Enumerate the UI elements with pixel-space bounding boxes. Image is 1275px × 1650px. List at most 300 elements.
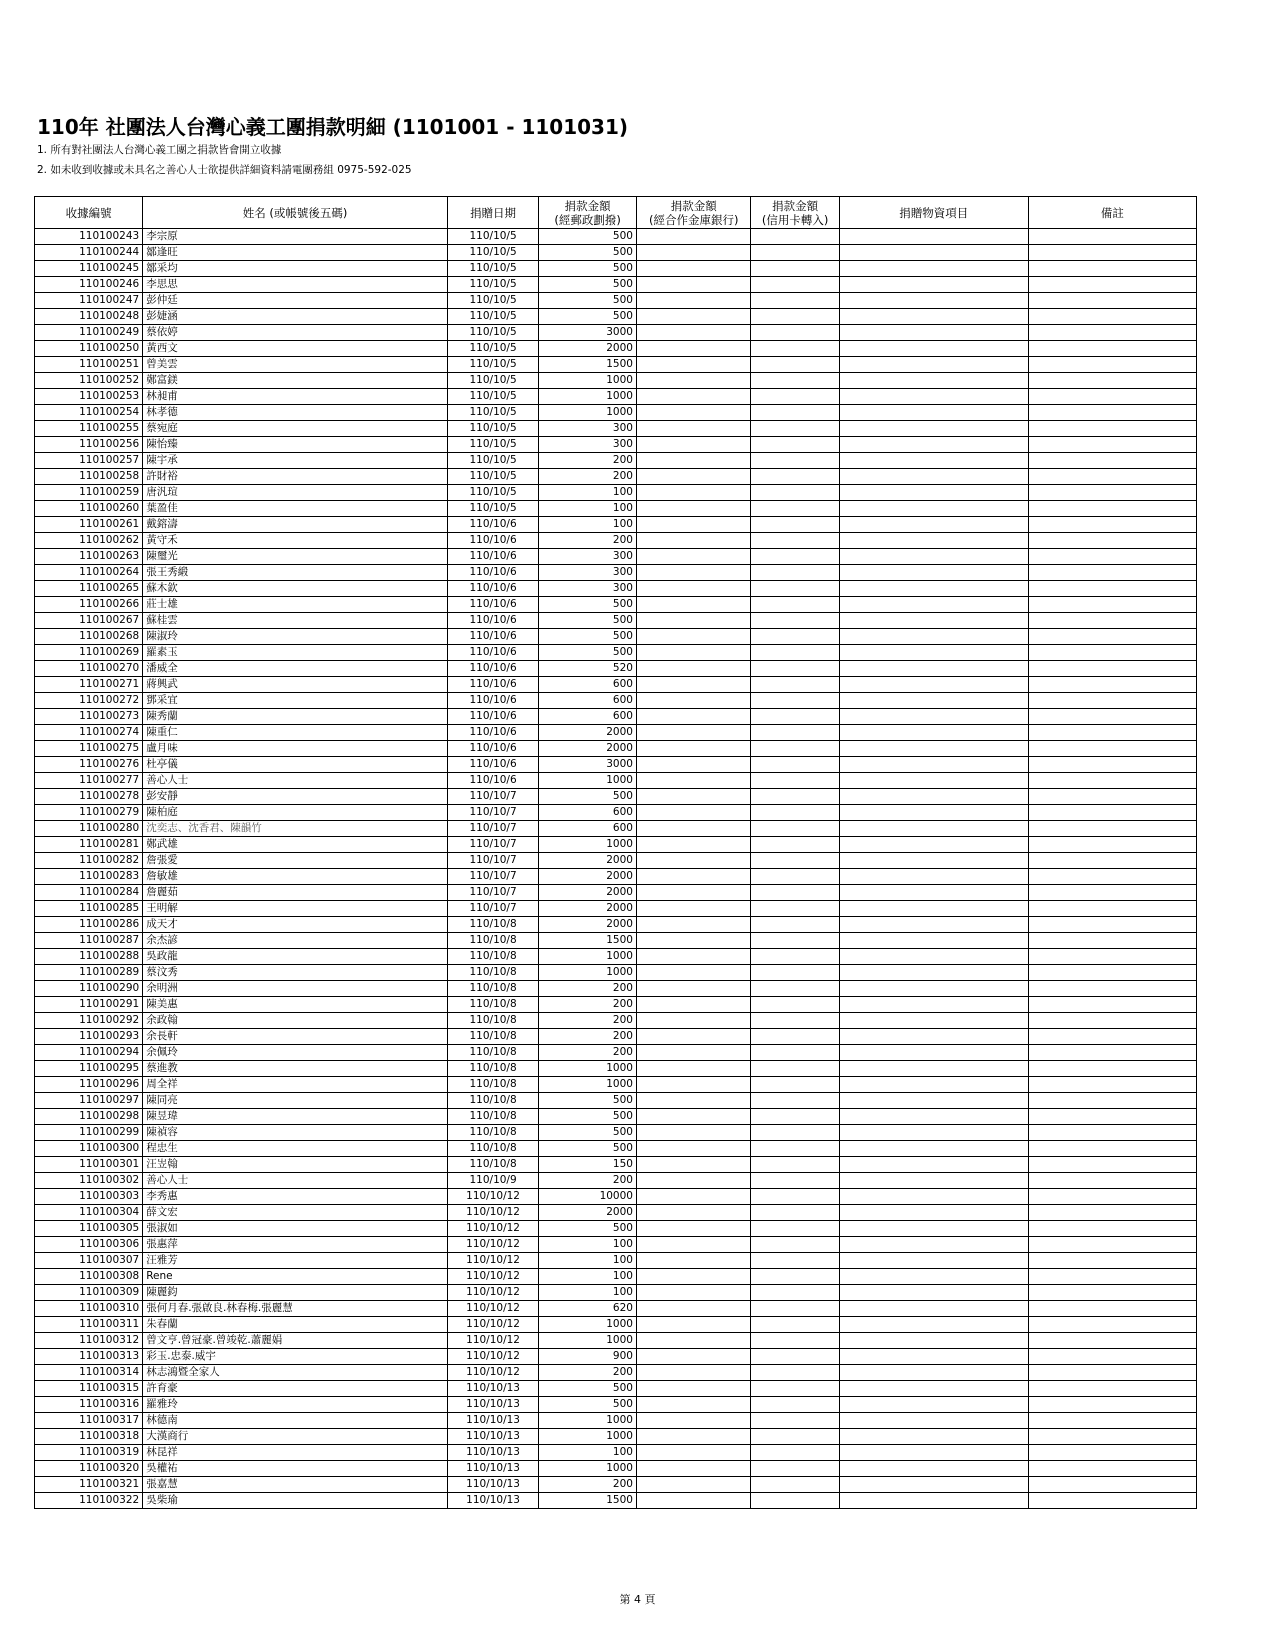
postal-amount-cell: 200 (539, 469, 637, 485)
table-row (35, 725, 1197, 741)
goods-cell (839, 549, 1028, 565)
receipt-no-cell: 110100306 (35, 1237, 143, 1253)
receipt-no-cell: 110100277 (35, 773, 143, 789)
goods-cell (839, 1477, 1028, 1493)
remarks-cell (1028, 949, 1196, 965)
coop-amount-cell (636, 677, 751, 693)
card-amount-cell (751, 453, 839, 469)
postal-amount-cell: 1000 (539, 1429, 637, 1445)
donor-name-cell: 陳重仁 (143, 725, 448, 741)
postal-amount-cell: 200 (539, 981, 637, 997)
goods-cell (839, 1269, 1028, 1285)
donor-name-cell: 吳權祐 (143, 1461, 448, 1477)
remarks-cell (1028, 597, 1196, 613)
date-cell: 110/10/5 (447, 245, 538, 261)
remarks-cell (1028, 1397, 1196, 1413)
donor-name-cell: 善心人士 (143, 1173, 448, 1189)
receipt-no-cell: 110100285 (35, 901, 143, 917)
postal-amount-cell: 3000 (539, 757, 637, 773)
goods-cell (839, 837, 1028, 853)
goods-cell (839, 437, 1028, 453)
donor-name-cell: 陳昱瑋 (143, 1109, 448, 1125)
header-credit-card-amount (751, 197, 839, 229)
card-amount-cell (751, 229, 839, 245)
postal-amount-cell: 1000 (539, 1413, 637, 1429)
date-cell: 110/10/13 (447, 1429, 538, 1445)
goods-cell (839, 245, 1028, 261)
remarks-cell (1028, 757, 1196, 773)
table-row (35, 1253, 1197, 1269)
coop-amount-cell (636, 1077, 751, 1093)
postal-amount-cell: 200 (539, 1045, 637, 1061)
postal-amount-cell: 500 (539, 1093, 637, 1109)
coop-amount-cell (636, 1317, 751, 1333)
donor-name-cell: 成天才 (143, 917, 448, 933)
coop-amount-cell (636, 501, 751, 517)
date-cell: 110/10/8 (447, 997, 538, 1013)
date-cell: 110/10/8 (447, 1093, 538, 1109)
receipt-no-cell: 110100315 (35, 1381, 143, 1397)
donor-name-cell: 陳宇承 (143, 453, 448, 469)
postal-amount-cell: 100 (539, 1237, 637, 1253)
card-amount-cell (751, 1221, 839, 1237)
card-amount-cell (751, 485, 839, 501)
remarks-cell (1028, 229, 1196, 245)
postal-amount-cell: 520 (539, 661, 637, 677)
date-cell: 110/10/5 (447, 469, 538, 485)
postal-amount-cell: 1000 (539, 1317, 637, 1333)
receipt-no-cell: 110100289 (35, 965, 143, 981)
coop-amount-cell (636, 517, 751, 533)
coop-amount-cell (636, 1173, 751, 1189)
donor-name-cell: 林昶甫 (143, 389, 448, 405)
card-amount-cell (751, 261, 839, 277)
remarks-cell (1028, 1157, 1196, 1173)
donor-name-cell: 陳禎容 (143, 1125, 448, 1141)
remarks-cell (1028, 917, 1196, 933)
remarks-cell (1028, 421, 1196, 437)
coop-amount-cell (636, 821, 751, 837)
postal-amount-cell: 200 (539, 1365, 637, 1381)
card-amount-cell (751, 277, 839, 293)
card-amount-cell (751, 293, 839, 309)
header-coop-line1: 捐款金額 (670, 198, 717, 213)
date-cell: 110/10/7 (447, 821, 538, 837)
goods-cell (839, 757, 1028, 773)
card-amount-cell (751, 629, 839, 645)
postal-amount-cell: 500 (539, 789, 637, 805)
table-row (35, 549, 1197, 565)
receipt-no-cell: 110100247 (35, 293, 143, 309)
receipt-no-cell: 110100296 (35, 1077, 143, 1093)
table-body (35, 229, 1197, 1509)
coop-amount-cell (636, 1253, 751, 1269)
header-remarks: 備註 (1028, 197, 1196, 229)
receipt-no-cell: 110100268 (35, 629, 143, 645)
remarks-cell (1028, 1173, 1196, 1189)
postal-amount-cell: 300 (539, 549, 637, 565)
table-row (35, 389, 1197, 405)
receipt-no-cell: 110100272 (35, 693, 143, 709)
remarks-cell (1028, 837, 1196, 853)
goods-cell (839, 565, 1028, 581)
card-amount-cell (751, 1461, 839, 1477)
coop-amount-cell (636, 1013, 751, 1029)
date-cell: 110/10/6 (447, 517, 538, 533)
receipt-no-cell: 110100293 (35, 1029, 143, 1045)
receipt-no-cell: 110100318 (35, 1429, 143, 1445)
receipt-no-cell: 110100320 (35, 1461, 143, 1477)
goods-cell (839, 933, 1028, 949)
receipt-no-cell: 110100243 (35, 229, 143, 245)
date-cell: 110/10/12 (447, 1285, 538, 1301)
date-cell: 110/10/7 (447, 869, 538, 885)
remarks-cell (1028, 325, 1196, 341)
coop-amount-cell (636, 837, 751, 853)
goods-cell (839, 1413, 1028, 1429)
header-coop-bank-amount (636, 197, 751, 229)
postal-amount-cell: 2000 (539, 869, 637, 885)
date-cell: 110/10/6 (447, 677, 538, 693)
remarks-cell (1028, 1317, 1196, 1333)
goods-cell (839, 597, 1028, 613)
postal-amount-cell: 100 (539, 1445, 637, 1461)
donor-name-cell: 羅素玉 (143, 645, 448, 661)
card-amount-cell (751, 1349, 839, 1365)
table-row (35, 1013, 1197, 1029)
coop-amount-cell (636, 1221, 751, 1237)
date-cell: 110/10/7 (447, 885, 538, 901)
coop-amount-cell (636, 709, 751, 725)
goods-cell (839, 261, 1028, 277)
coop-amount-cell (636, 1333, 751, 1349)
table-row (35, 1461, 1197, 1477)
remarks-cell (1028, 885, 1196, 901)
coop-amount-cell (636, 437, 751, 453)
table-row (35, 453, 1197, 469)
receipt-no-cell: 110100262 (35, 533, 143, 549)
table-row (35, 661, 1197, 677)
card-amount-cell (751, 661, 839, 677)
donor-name-cell: 余長軒 (143, 1029, 448, 1045)
table-row (35, 853, 1197, 869)
goods-cell (839, 357, 1028, 373)
card-amount-cell (751, 789, 839, 805)
card-amount-cell (751, 405, 839, 421)
donor-name-cell: 王明解 (143, 901, 448, 917)
donor-name-cell: 汪岦翰 (143, 1157, 448, 1173)
receipt-no-cell: 110100280 (35, 821, 143, 837)
postal-amount-cell: 2000 (539, 901, 637, 917)
header-card-line2: (信用卡轉入) (761, 212, 829, 227)
card-amount-cell (751, 1109, 839, 1125)
remarks-cell (1028, 965, 1196, 981)
table-row (35, 1029, 1197, 1045)
card-amount-cell (751, 437, 839, 453)
coop-amount-cell (636, 485, 751, 501)
receipt-no-cell: 110100313 (35, 1349, 143, 1365)
remarks-cell (1028, 341, 1196, 357)
goods-cell (839, 1349, 1028, 1365)
remarks-cell (1028, 901, 1196, 917)
goods-cell (839, 405, 1028, 421)
donor-name-cell: 陳同亮 (143, 1093, 448, 1109)
postal-amount-cell: 500 (539, 277, 637, 293)
receipt-no-cell: 110100312 (35, 1333, 143, 1349)
receipt-no-cell: 110100254 (35, 405, 143, 421)
goods-cell (839, 1189, 1028, 1205)
postal-amount-cell: 1000 (539, 949, 637, 965)
table-row (35, 1077, 1197, 1093)
card-amount-cell (751, 837, 839, 853)
card-amount-cell (751, 1445, 839, 1461)
postal-amount-cell: 100 (539, 501, 637, 517)
goods-cell (839, 821, 1028, 837)
remarks-cell (1028, 469, 1196, 485)
receipt-no-cell: 110100263 (35, 549, 143, 565)
goods-cell (839, 949, 1028, 965)
coop-amount-cell (636, 773, 751, 789)
table-row (35, 1109, 1197, 1125)
postal-amount-cell: 300 (539, 581, 637, 597)
goods-cell (839, 1365, 1028, 1381)
donor-name-cell: 彩玉.忠泰.威宇 (143, 1349, 448, 1365)
card-amount-cell (751, 965, 839, 981)
date-cell: 110/10/7 (447, 901, 538, 917)
coop-amount-cell (636, 613, 751, 629)
postal-amount-cell: 500 (539, 293, 637, 309)
postal-amount-cell: 500 (539, 261, 637, 277)
receipt-no-cell: 110100302 (35, 1173, 143, 1189)
goods-cell (839, 645, 1028, 661)
postal-amount-cell: 2000 (539, 1205, 637, 1221)
card-amount-cell (751, 245, 839, 261)
donor-name-cell: 周全祥 (143, 1077, 448, 1093)
remarks-cell (1028, 1477, 1196, 1493)
table-row (35, 997, 1197, 1013)
receipt-no-cell: 110100307 (35, 1253, 143, 1269)
postal-amount-cell: 600 (539, 709, 637, 725)
coop-amount-cell (636, 933, 751, 949)
date-cell: 110/10/12 (447, 1221, 538, 1237)
remarks-cell (1028, 1077, 1196, 1093)
postal-amount-cell: 500 (539, 613, 637, 629)
card-amount-cell (751, 1205, 839, 1221)
coop-amount-cell (636, 981, 751, 997)
receipt-no-cell: 110100282 (35, 853, 143, 869)
date-cell: 110/10/6 (447, 709, 538, 725)
receipt-no-cell: 110100250 (35, 341, 143, 357)
remarks-cell (1028, 1013, 1196, 1029)
card-amount-cell (751, 1285, 839, 1301)
date-cell: 110/10/5 (447, 229, 538, 245)
donor-name-cell: 鄒逢旺 (143, 245, 448, 261)
table-row (35, 1157, 1197, 1173)
donor-name-cell: 戴鎔濤 (143, 517, 448, 533)
remarks-cell (1028, 1285, 1196, 1301)
receipt-no-cell: 110100245 (35, 261, 143, 277)
postal-amount-cell: 100 (539, 1269, 637, 1285)
card-amount-cell (751, 1333, 839, 1349)
coop-amount-cell (636, 693, 751, 709)
receipt-no-cell: 110100298 (35, 1109, 143, 1125)
donor-name-cell: 張淑如 (143, 1221, 448, 1237)
remarks-cell (1028, 389, 1196, 405)
postal-amount-cell: 500 (539, 1397, 637, 1413)
postal-amount-cell: 1000 (539, 1077, 637, 1093)
header-date: 捐贈日期 (447, 197, 538, 229)
date-cell: 110/10/6 (447, 645, 538, 661)
donor-name-cell: 程忠生 (143, 1141, 448, 1157)
goods-cell (839, 1061, 1028, 1077)
donor-name-cell: 汪雅芳 (143, 1253, 448, 1269)
date-cell: 110/10/8 (447, 1029, 538, 1045)
donor-name-cell: 鄭武雄 (143, 837, 448, 853)
donor-name-cell: Rene (143, 1269, 448, 1285)
receipt-no-cell: 110100300 (35, 1141, 143, 1157)
donor-name-cell: 陳璽光 (143, 549, 448, 565)
postal-amount-cell: 2000 (539, 853, 637, 869)
date-cell: 110/10/6 (447, 565, 538, 581)
table-row (35, 1061, 1197, 1077)
coop-amount-cell (636, 1125, 751, 1141)
date-cell: 110/10/6 (447, 773, 538, 789)
card-amount-cell (751, 917, 839, 933)
donor-name-cell: 彭仲廷 (143, 293, 448, 309)
card-amount-cell (751, 693, 839, 709)
date-cell: 110/10/6 (447, 741, 538, 757)
card-amount-cell (751, 389, 839, 405)
postal-amount-cell: 1000 (539, 1333, 637, 1349)
table-row (35, 885, 1197, 901)
goods-cell (839, 1221, 1028, 1237)
header-receipt-no: 收據編號 (35, 197, 143, 229)
coop-amount-cell (636, 1029, 751, 1045)
receipt-no-cell: 110100304 (35, 1205, 143, 1221)
date-cell: 110/10/13 (447, 1493, 538, 1509)
receipt-no-cell: 110100314 (35, 1365, 143, 1381)
remarks-cell (1028, 1253, 1196, 1269)
date-cell: 110/10/8 (447, 981, 538, 997)
card-amount-cell (751, 1237, 839, 1253)
table-row (35, 1397, 1197, 1413)
postal-amount-cell: 1000 (539, 373, 637, 389)
date-cell: 110/10/6 (447, 757, 538, 773)
postal-amount-cell: 600 (539, 693, 637, 709)
table-row (35, 1221, 1197, 1237)
remarks-cell (1028, 693, 1196, 709)
postal-amount-cell: 100 (539, 1285, 637, 1301)
remarks-cell (1028, 773, 1196, 789)
receipt-no-cell: 110100252 (35, 373, 143, 389)
card-amount-cell (751, 1397, 839, 1413)
remarks-cell (1028, 1333, 1196, 1349)
card-amount-cell (751, 1253, 839, 1269)
donor-name-cell: 林志鴻暨全家人 (143, 1365, 448, 1381)
receipt-no-cell: 110100295 (35, 1061, 143, 1077)
donor-name-cell: 大漢商行 (143, 1429, 448, 1445)
receipt-no-cell: 110100308 (35, 1269, 143, 1285)
receipt-no-cell: 110100287 (35, 933, 143, 949)
table-row (35, 245, 1197, 261)
card-amount-cell (751, 1493, 839, 1509)
postal-amount-cell: 2000 (539, 725, 637, 741)
date-cell: 110/10/6 (447, 549, 538, 565)
card-amount-cell (751, 933, 839, 949)
card-amount-cell (751, 357, 839, 373)
date-cell: 110/10/12 (447, 1253, 538, 1269)
table-row (35, 1333, 1197, 1349)
receipt-no-cell: 110100259 (35, 485, 143, 501)
donor-name-cell: 莊士雄 (143, 597, 448, 613)
card-amount-cell (751, 1125, 839, 1141)
postal-amount-cell: 1500 (539, 1493, 637, 1509)
date-cell: 110/10/8 (447, 1109, 538, 1125)
receipt-no-cell: 110100275 (35, 741, 143, 757)
goods-cell (839, 1013, 1028, 1029)
remarks-cell (1028, 677, 1196, 693)
postal-amount-cell: 1000 (539, 773, 637, 789)
postal-amount-cell: 200 (539, 453, 637, 469)
coop-amount-cell (636, 1349, 751, 1365)
coop-amount-cell (636, 725, 751, 741)
table-row (35, 501, 1197, 517)
postal-amount-cell: 1000 (539, 837, 637, 853)
goods-cell (839, 901, 1028, 917)
date-cell: 110/10/5 (447, 389, 538, 405)
page-number: 第 4 頁 (619, 1593, 656, 1606)
donor-name-cell: 陳淑玲 (143, 629, 448, 645)
receipt-no-cell: 110100261 (35, 517, 143, 533)
table-row (35, 341, 1197, 357)
date-cell: 110/10/13 (447, 1381, 538, 1397)
date-cell: 110/10/8 (447, 1061, 538, 1077)
coop-amount-cell (636, 421, 751, 437)
postal-amount-cell: 1000 (539, 965, 637, 981)
card-amount-cell (751, 581, 839, 597)
postal-amount-cell: 900 (539, 1349, 637, 1365)
date-cell: 110/10/5 (447, 277, 538, 293)
remarks-cell (1028, 1429, 1196, 1445)
remarks-cell (1028, 1413, 1196, 1429)
card-amount-cell (751, 341, 839, 357)
goods-cell (839, 1461, 1028, 1477)
coop-amount-cell (636, 805, 751, 821)
page-title: 110年 社團法人台灣心義工團捐款明細 (1101001 - 1101031) (37, 115, 629, 139)
table-row (35, 613, 1197, 629)
header-coop-line2: (經合作金庫銀行) (648, 212, 739, 227)
donor-name-cell: 詹張愛 (143, 853, 448, 869)
postal-amount-cell: 500 (539, 645, 637, 661)
postal-amount-cell: 500 (539, 1381, 637, 1397)
donor-name-cell: 盧月味 (143, 741, 448, 757)
receipt-no-cell: 110100279 (35, 805, 143, 821)
postal-amount-cell: 2000 (539, 885, 637, 901)
donor-name-cell: 余杰諺 (143, 933, 448, 949)
date-cell: 110/10/5 (447, 453, 538, 469)
coop-amount-cell (636, 453, 751, 469)
donor-name-cell: 許財裕 (143, 469, 448, 485)
receipt-no-cell: 110100256 (35, 437, 143, 453)
receipt-no-cell: 110100276 (35, 757, 143, 773)
donor-name-cell: 蔡依婷 (143, 325, 448, 341)
donor-name-cell: 余明洲 (143, 981, 448, 997)
coop-amount-cell (636, 565, 751, 581)
goods-cell (839, 853, 1028, 869)
coop-amount-cell (636, 1445, 751, 1461)
coop-amount-cell (636, 325, 751, 341)
donor-name-cell: 杜亭儀 (143, 757, 448, 773)
